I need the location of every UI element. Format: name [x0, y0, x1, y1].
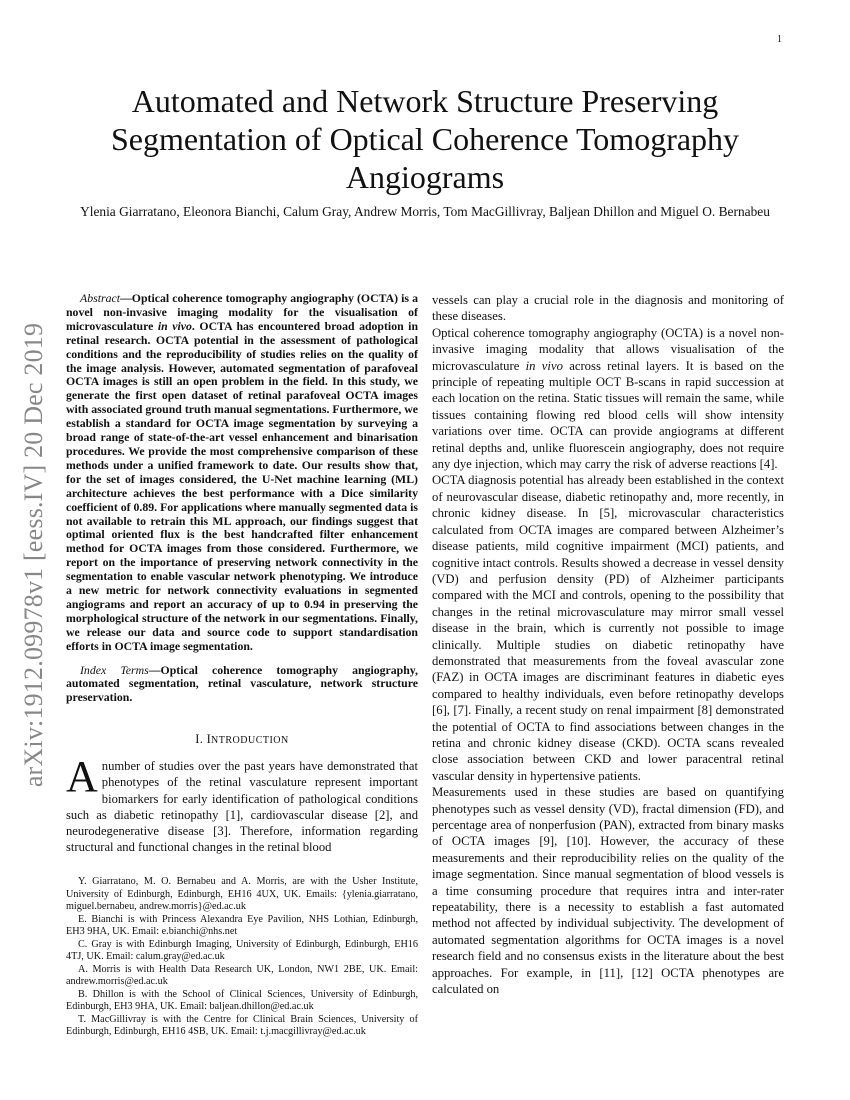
- section-first-letter: I: [206, 732, 212, 747]
- abstract-part2: . OCTA has encountered broad adoption in retinal research. OCTA potential in the assessment of pathological conditions and the reproducibility of studies relies on the quality of the image analysis. However, automated segmentation of parafoveal OCTA images is still an open problem in the field. In this study, we generate the first open dataset of retinal parafoveal OCTA images with associated ground truth manual segmentations. Furthermore, we establish a standard for OCTA image segmentation by surveying a broad range of state-of-the-art vessel enhancement and binarisation procedures. We provide the most comprehensive comparison of these methods under a unified framework to date. Our results show that, for the set of images considered, the U-Net machine learning (ML) architecture achieves the best performance with a Dice similarity coefficient of 0.89. For applications where manually segmented data is not available to retrain this ML approach, our findings suggest that optimal oriented flux is the best handcrafted filter enhancement method for OCTA images from those considered. Furthermore, we report on the importance of preserving network connectivity in the segmentation to enable vascular network phenotyping. We introduce a new metric for network connectivity evaluations in segmented angiograms and report an accuracy of up to 0.94 in preserving the morphological structure of the network in our segmentations. Finally, we release our data and source code to support standardisation efforts in OCTA image segmentation.: [66, 318, 419, 653]
- left-column: [66, 292, 418, 855]
- footnote: E. Bianchi is with Princess Alexandra Eye Pavilion, NHS Lothian, Edinburgh, EH3 9HA, UK. Email: e.bianchi@nhs.net: [66, 913, 418, 937]
- abstract: [66, 292, 418, 654]
- p2-part-a: Optical coherence tomography angiography (OCTA) is a novel non-invasive imaging modality that allows visualisation of the microvasculature: [432, 325, 784, 373]
- abstract-italic: in vivo: [157, 318, 192, 333]
- right-column: [432, 292, 784, 997]
- paper-title: Automated and Network Structure Preserving Segmentation of Optical Coherence Tomography Angiograms: [110, 83, 740, 195]
- arxiv-stamp[interactable]: arXiv:1912.09978v1 [eess.IV] 20 Dec 2019: [19, 322, 49, 788]
- p2-italic: in vivo: [525, 358, 563, 373]
- drop-cap: A: [66, 752, 98, 802]
- footnote: B. Dhillon is with the School of Clinical Sciences, University of Edinburgh, Edinburgh, EH3 9HA, UK. Email: baljean.dhillon@ed.ac.uk: [66, 988, 418, 1012]
- p2-part-b: across retinal layers. It is based on the principle of repeating multiple OCT B-scans in rapid succession at each location on the retina. Static tissues will remain the same, while tissues containing flowing red blood cells will show intensity variations over time. OCTA can provide angiograms at different retinal depths and, unlike fluorescein angiography, does not require any dye injection, which may carry the risk of adverse reactions [4].: [432, 358, 784, 472]
- section-heading-introduction: [66, 733, 418, 748]
- footnote: C. Gray is with Edinburgh Imaging, University of Edinburgh, Edinburgh, EH16 4TJ, UK. Email: calum.gray@ed.ac.uk: [66, 938, 418, 962]
- author-list: Ylenia Giarratano, Eleonora Bianchi, Calum Gray, Andrew Morris, Tom MacGillivray, Baljean Dhillon and Miguel O. Bernabeu: [80, 204, 770, 219]
- body-paragraph-1: vessels can play a crucial role in the diagnosis and monitoring of these diseases.: [432, 293, 784, 324]
- section-rest: NTRODUCTION: [211, 735, 289, 747]
- intro-paragraph: [66, 752, 418, 855]
- body-paragraph-2: [432, 325, 784, 473]
- section-numeral: I.: [195, 732, 207, 747]
- abstract-part1: —Optical coherence tomography angiography (OCTA) is a novel non-invasive imaging modality for the visualisation of microvasculature: [66, 291, 418, 333]
- page-number: 1: [777, 34, 782, 45]
- footnote: Y. Giarratano, M. O. Bernabeu and A. Morris, are with the Usher Institute, University of Edinburgh, Edinburgh, EH16 4UX, UK. Emails: {ylenia.giarratano, miguel.bernabeu, andrew.morris}@ed.ac.uk: [66, 876, 418, 912]
- index-terms: [66, 664, 418, 706]
- index-terms-text: —Optical coherence tomography angiography, automated segmentation, retinal vasculature, network structure preservation.: [66, 662, 419, 705]
- intro-text: number of studies over the past years have demonstrated that phenotypes of the retinal vasculature represent important biomarkers for early identification of pathological conditions such as diabetic retinopathy [1], cardiovascular disease [2], and neurodegenerative disease [3]. Therefore, information regarding structural and functional changes in the retinal blood: [66, 759, 418, 855]
- footnote: A. Morris is with Health Data Research UK, London, NW1 2BE, UK. Email: andrew.morris@ed.ac.uk: [66, 963, 418, 987]
- body-paragraph-3: OCTA diagnosis potential has already been established in the context of neurovascular disease, diabetic retinopathy and, more recently, in chronic kidney disease. In [5], microvascular characteristics calculated from OCTA images are compared between Alzheimer’s disease patients, mild cognitive impairment (MCI) patients, and cognitive intact controls. Results showed a decrease in vessel density (VD) and perfusion density (PD) of Alzheimer participants compared with the MCI and controls, opening to the possibility that changes in the retinal microvasculature may mirror small vessel disease in the brain, which is currently not possible to image clinically. Multiple studies on diabetic retinopathy have demonstrated that measurements from the foveal avascular zone (FAZ) in OCTA images are discriminant features in diabetic eyes compared to healthy individuals, even before retinopathy develops [6], [7]. Finally, a recent study on renal impairment [8] demonstrated the potential of OCTA to find associations between changes in the retina and chronic kidney disease (CKD). OCTA scans revealed close association between CKD and lower paracentral retinal vascular density in hypertensive patients.: [432, 473, 784, 783]
- body-paragraph-4: Measurements used in these studies are based on quantifying phenotypes such as vessel density (VD), fractal dimension (FD), and percentage area of nonperfusion (PAN), extracted from binary masks of OCTA images [9], [10]. However, the accuracy of these measurements and their reproducibility relies on the quality of the image segmentation. Since manual segmentation of blood vessels is a time consuming procedure that requires intra and inter-rater repeatability, there is a necessity to establish a fast automated method not affected by individual subjectivity. The development of automated segmentation algorithms for OCTA images is a novel research field and no consensus exists in the literature about the best approaches. For example, in [11], [12] OCTA phenotypes are calculated on: [432, 785, 784, 997]
- abstract-lead: Abstract: [80, 291, 120, 305]
- index-terms-lead: Index Terms: [80, 662, 149, 677]
- affiliation-footnotes: [66, 876, 418, 1039]
- footnote: T. MacGillivray is with the Centre for Clinical Brain Sciences, University of Edinburgh, Edinburgh, EH16 4SB, UK. Email: t.j.macgillivray@ed.ac.uk: [66, 1013, 418, 1037]
- arxiv-stamp-container: [8, 290, 60, 820]
